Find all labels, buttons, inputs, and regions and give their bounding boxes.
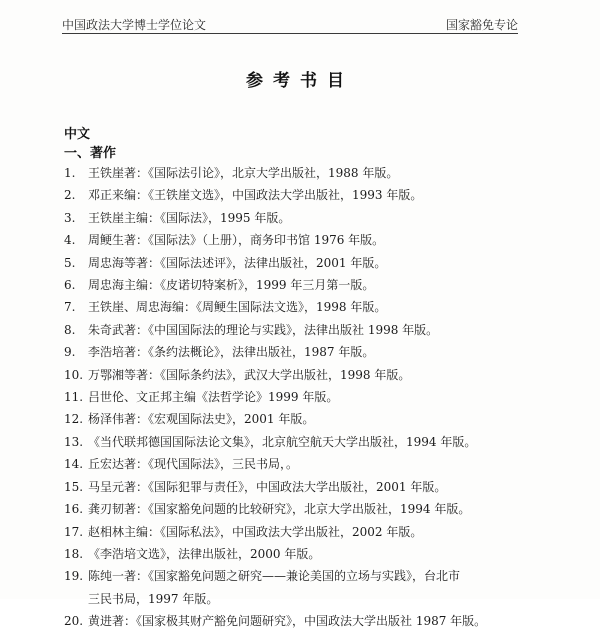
reference-text: 丘宏达著：《现代国际法》，三民书局，。 bbox=[88, 457, 299, 472]
reference-item bbox=[64, 610, 534, 632]
reference-text: 王铁崖、周忠海编：《周鲠生国际法文选》，1998 年版。 bbox=[88, 300, 387, 315]
reference-item bbox=[64, 364, 534, 386]
reference-number: 18. bbox=[64, 546, 84, 561]
reference-item bbox=[64, 408, 534, 430]
reference-number: 8. bbox=[64, 322, 76, 337]
reference-text: 马呈元著：《国际犯罪与责任》，中国政法大学出版社，2001 年版。 bbox=[88, 479, 447, 494]
reference-number: 12. bbox=[64, 412, 84, 427]
reference-item bbox=[64, 252, 534, 274]
reference-number: 9. bbox=[64, 345, 76, 360]
reference-text: 陈纯一著：《国家豁免问题之研究——兼论美国的立场与实践》，台北市 bbox=[88, 569, 461, 584]
reference-item bbox=[64, 296, 534, 318]
reference-number: 5. bbox=[64, 255, 76, 270]
reference-text: 《当代联邦德国国际法论文集》，北京航空航天大学出版社，1994 年版。 bbox=[88, 434, 477, 449]
header-divider bbox=[62, 33, 518, 34]
reference-text: 吕世伦、文正邦主编《法哲学论》1999 年版。 bbox=[88, 390, 339, 405]
reference-item bbox=[64, 319, 534, 341]
reference-text: 周忠海主编：《皮诺切特案析》，1999 年三月第一版。 bbox=[88, 278, 375, 293]
reference-item bbox=[64, 207, 534, 229]
reference-number: 10. bbox=[64, 367, 84, 382]
reference-number: 20. bbox=[64, 614, 84, 629]
reference-number: 2. bbox=[64, 188, 76, 203]
reference-number: 15. bbox=[64, 479, 84, 494]
header-left-title: 中国政法大学博士学位论文 bbox=[62, 18, 207, 32]
page-title: 参考书目 bbox=[246, 71, 354, 91]
reference-number: 19. bbox=[64, 569, 84, 584]
reference-text: 李浩培著：《条约法概论》，法律出版社，1987 年版。 bbox=[88, 345, 375, 360]
reference-text: 黄进著：《国家极其财产豁免问题研究》，中国政法大学出版社 1987 年版。 bbox=[88, 614, 487, 629]
reference-text: 杨泽伟著：《宏观国际法史》，2001 年版。 bbox=[88, 412, 315, 427]
reference-item bbox=[64, 498, 534, 520]
reference-text: 周鲠生著：《国际法》（上册），商务印书馆 1976 年版。 bbox=[88, 233, 385, 248]
section-subheading: 一、著作 bbox=[64, 146, 117, 161]
reference-item bbox=[64, 386, 534, 408]
reference-text: 《李浩培文选》，法律出版社，2000 年版。 bbox=[88, 546, 321, 561]
reference-number: 1. bbox=[64, 166, 76, 180]
header-right-title: 国家豁免专论 bbox=[445, 18, 518, 32]
reference-text: 邓正来编：《王铁崖文选》，中国政法大学出版社，1993 年版。 bbox=[88, 188, 423, 203]
reference-number: 4. bbox=[64, 233, 76, 248]
reference-number: 11. bbox=[64, 390, 84, 405]
reference-item bbox=[64, 543, 534, 565]
reference-item bbox=[64, 565, 534, 610]
reference-text: 朱奇武著：《中国国际法的理论与实践》，法律出版社 1998 年版。 bbox=[88, 322, 439, 337]
reference-number: 16. bbox=[64, 502, 84, 517]
reference-item bbox=[64, 184, 534, 206]
reference-text: 王铁崖主编：《国际法》，1995 年版。 bbox=[88, 210, 291, 225]
reference-item bbox=[64, 521, 534, 543]
running-header bbox=[62, 14, 518, 34]
reference-item bbox=[64, 229, 534, 251]
reference-item bbox=[64, 162, 534, 184]
reference-item bbox=[64, 274, 534, 296]
reference-text: 周忠海等著：《国际法述评》，法律出版社，2001 年版。 bbox=[88, 255, 387, 270]
reference-item bbox=[64, 341, 534, 363]
reference-number: 6. bbox=[64, 278, 76, 293]
reference-text: 万鄂湘等著：《国际条约法》，武汉大学出版社，1998 年版。 bbox=[88, 367, 411, 382]
reference-list bbox=[64, 162, 534, 633]
reference-text: 龚刃韧著：《国家豁免问题的比较研究》，北京大学出版社，1994 年版。 bbox=[88, 502, 471, 517]
reference-item bbox=[64, 453, 534, 475]
section-language-heading: 中文 bbox=[64, 127, 91, 142]
reference-item bbox=[64, 476, 534, 498]
reference-number: 14. bbox=[64, 457, 84, 472]
reference-text-continuation: 三民书局，1997 年版。 bbox=[88, 591, 219, 606]
reference-number: 7. bbox=[64, 300, 76, 315]
reference-text: 赵相林主编：《国际私法》，中国政法大学出版社，2002 年版。 bbox=[88, 524, 423, 539]
reference-number: 17. bbox=[64, 524, 84, 539]
reference-item bbox=[64, 431, 534, 453]
reference-text: 王铁崖著：《国际法引论》，北京大学出版社，1988 年版。 bbox=[88, 166, 399, 180]
reference-number: 13. bbox=[64, 434, 84, 449]
reference-number: 3. bbox=[64, 210, 76, 225]
